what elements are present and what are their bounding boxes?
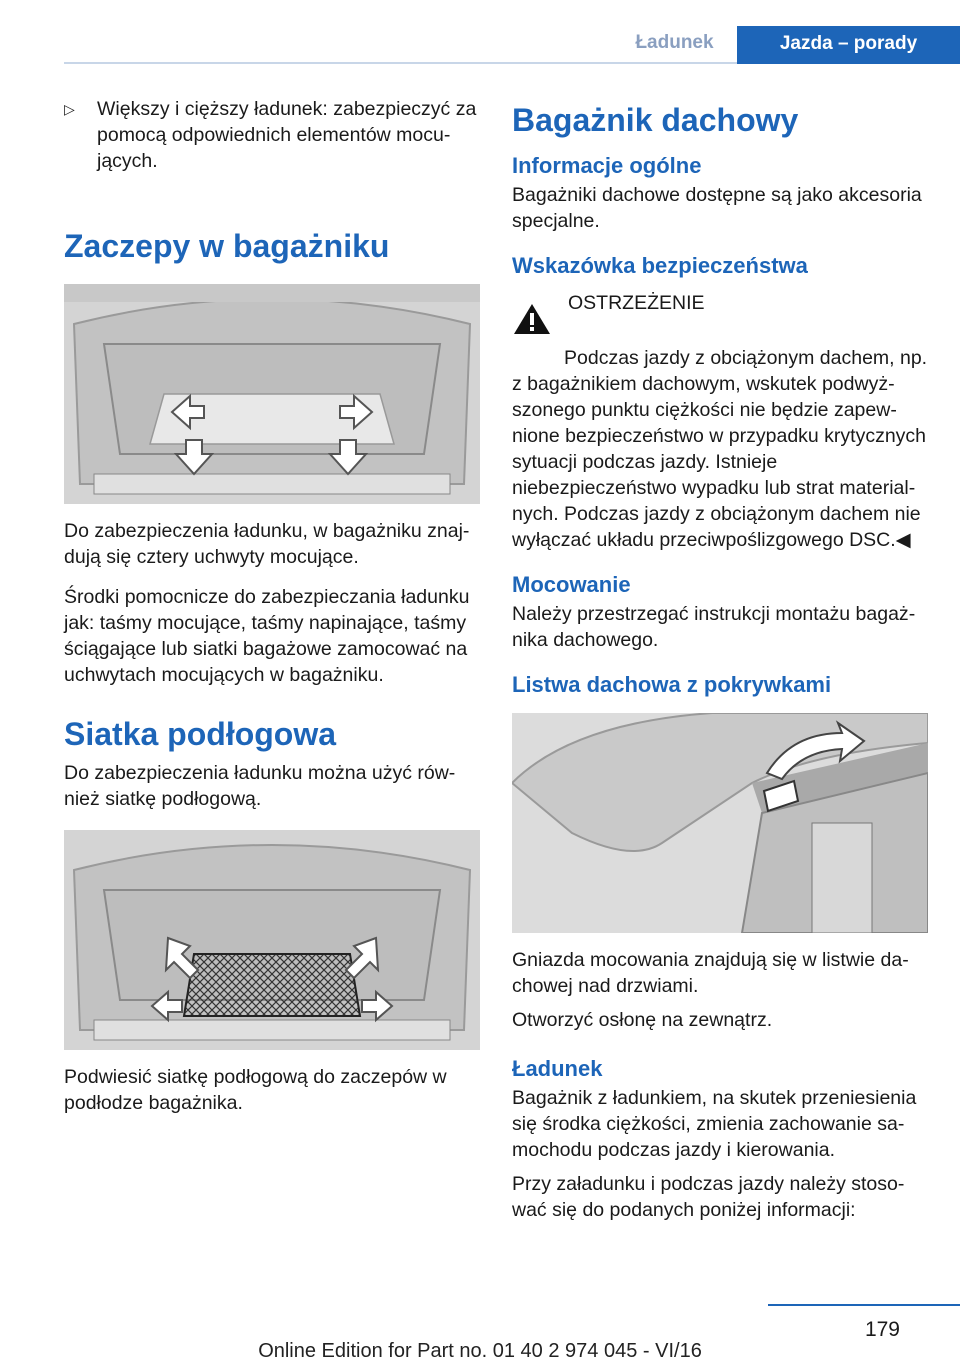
warning-triangle-icon <box>512 290 564 341</box>
paragraph-rail-2: Otworzyć osłonę na zewnątrz. <box>512 1009 773 1031</box>
paragraph-load-1: Bagażnik z ładunkiem, na skutek przeniesienia się środka ciężkości, zmienia zachowanie samochodu podczas jazdy i kierowania. <box>512 1087 917 1161</box>
trunk-hooks-image <box>64 284 480 504</box>
paragraph-load-2: Przy załadunku i podczas jazdy należy stosować się do podanych poniżej informacji: <box>512 1173 905 1221</box>
right-column <box>512 96 928 1223</box>
subheading-mount: Mocowanie <box>512 572 631 597</box>
warning-block <box>512 290 928 341</box>
bullet-item <box>64 96 480 174</box>
header-section-label: Ładunek <box>635 32 714 53</box>
paragraph-mount: Należy przestrzegać instrukcji montażu bagażnika dachowego. <box>512 603 916 651</box>
paragraph-net-2: Podwiesić siatkę podłogową do zaczepów w podłodze bagażnika. <box>64 1066 447 1114</box>
subheading-load: Ładunek <box>512 1056 603 1081</box>
warning-label: OSTRZEŻENIE <box>568 292 705 314</box>
warning-text: Podczas jazdy z obciążonym dachem, np. z bagażnikiem dachowym, wskutek podwyższonego punktu ciężkości nie będzie zapewnione bezpieczeństwo w przypadku krytycznych sytuacji podczas jazdy. Istnieje niebezpieczeństwo wypadku lub strat materialnych. Podczas jazdy z obciążonym dachem nie wyłączać układu przeciwpoślizgowego DSC.◀ <box>512 347 928 551</box>
triangle-bullet-icon: ▷ <box>64 101 75 117</box>
heading-hooks: Zaczepy w bagażniku <box>64 228 390 264</box>
heading-roof-rack: Bagażnik dachowy <box>512 102 799 138</box>
subheading-safety: Wskazówka bezpieczeństwa <box>512 253 808 278</box>
paragraph-hooks-1: Do zabezpieczenia ładunku, w bagażniku znajdują się cztery uchwyty mocujące. <box>64 520 470 568</box>
paragraph-general: Bagażniki dachowe dostępne są jako akcesoria specjalne. <box>512 184 922 232</box>
paragraph-rail-1: Gniazda mocowania znajdują się w listwie dachowej nad drzwiami. <box>512 949 909 997</box>
roof-rail-image <box>512 713 928 933</box>
heading-net: Siatka podłogowa <box>64 716 337 752</box>
floor-net-image <box>64 830 480 1050</box>
footer-rule <box>768 1304 960 1306</box>
edition-footer: Online Edition for Part no. 01 40 2 974 045 - VI/16 <box>258 1340 702 1362</box>
subheading-roof-rail: Listwa dachowa z pokrywkami <box>512 672 832 697</box>
paragraph-hooks-2: Środki pomocnicze do zabezpieczania ładunku jak: taśmy mocujące, taśmy napinające, taśmy ściągające lub siatki bagażowe zamocować na uchwytach mocujących w bagażniku. <box>64 586 470 686</box>
page-number: 179 <box>864 1318 900 1341</box>
paragraph-net-1: Do zabezpieczenia ładunku można użyć również siatkę podłogową. <box>64 762 456 810</box>
header-chapter-tab: Jazda – porady <box>737 26 960 64</box>
left-column <box>64 96 480 1116</box>
bullet-text: Większy i cięższy ładunek: zabezpieczyć za pomocą odpowiednich elementów mocujących. <box>97 98 477 172</box>
subheading-general: Informacje ogólne <box>512 153 702 178</box>
